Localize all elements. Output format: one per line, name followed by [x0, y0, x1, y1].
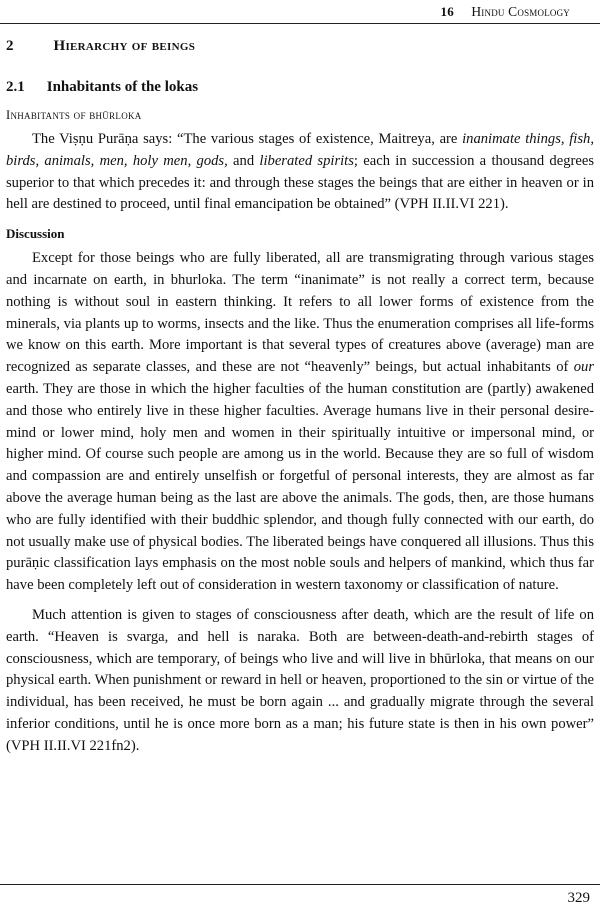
header-running-title: Hindu Cosmology: [471, 4, 570, 19]
subheading-bhurloka: Inhabitants of bhūrloka: [6, 108, 142, 122]
chapter-title: Hierarchy of beings: [53, 38, 196, 54]
running-header: [441, 4, 571, 20]
footer-rule: [0, 884, 600, 885]
section-heading: [6, 79, 594, 96]
chapter-number: 2: [6, 38, 14, 54]
chapter-heading: [6, 38, 594, 55]
italic-liberated-spirits: liberated spirits: [259, 152, 354, 169]
paragraph-discussion: Except for those beings who are fully liberated, all are transmigrating through various stages and incarnate on earth, in bhurloka. The term “inanimate” is not really a correct term, because nothing is without soul in eastern thinking. It refers to all lower forms of existence from the minerals, via plants up to worms, insects and the like. Thus the enumeration comprises all life-forms we know on this earth. More important is that several types of creatures above (average) man are recognized as separate classes, and these are not “heavenly” beings, but actual inhabitants of our earth. They are those in which the higher faculties of the human constitution are (partly) awakened and those who entirely live in these higher faculties. Average humans live in their personal desire-mind or lower mind, holy men and women in their spiritually intuitive or impersonal mind, or higher mind. Of course such people are among us in the world. Because they are so full of wisdom and compassion are and entirely unselfish or forgetful of personal interests, they are almost as far above the average human being as the last are above the animals. The gods, then, are those humans who are fully identified with their buddhic splendor, and though fully connected with our earth, do not usually make use of physical bodies. The liberated beings have conquered all illusions. Thus this purāṇic classification lays emphasis on the most noble souls and helpers of mankind, which thus far have been completely left out of consideration in western taxonomy or classification of nature.: [6, 250, 594, 594]
header-page-number: 16: [440, 4, 454, 19]
section-number: 2.1: [6, 79, 25, 95]
italic-our: our: [573, 359, 594, 376]
page-content: [6, 38, 594, 758]
subheading-discussion: Discussion: [6, 226, 65, 242]
italic-stages-list: inanimate things, fish, birds, animals, men, holy men, gods,: [6, 131, 594, 169]
paragraph-after-death: Much attention is given to stages of consciousness after death, which are the result of life on earth. “Heaven is svarga, and hell is naraka. Both are between-death-and-rebirth stages of consciousness, which are temporary, of beings who live and will live in bhūrloka, that means on our physical earth. When punishment or reward in hell or heaven, proportioned to the sin or virtue of the individual, has been received, he must be born again ... and gradually migrate through the several inferior conditions, until he is once more born as a man; his future state is then in his own power” (VPH II.II.VI 221fn2).: [6, 606, 594, 754]
section-title: Inhabitants of the lokas: [46, 79, 199, 95]
header-rule: [0, 23, 600, 24]
paragraph-vishnu-purana-quote: The Viṣṇu Purāṇa says: “The various stages of existence, Maitreya, are inanimate things, fish, birds, animals, men, holy men, gods, and liberated spirits; each in succession a thousand degrees superior to that which precedes it: and through these stages the beings that are either in heaven or in hell are destined to proceed, until final emancipation be obtained” (VPH II.II.VI 221).: [6, 131, 594, 213]
folio-page-number: 329: [567, 890, 590, 906]
